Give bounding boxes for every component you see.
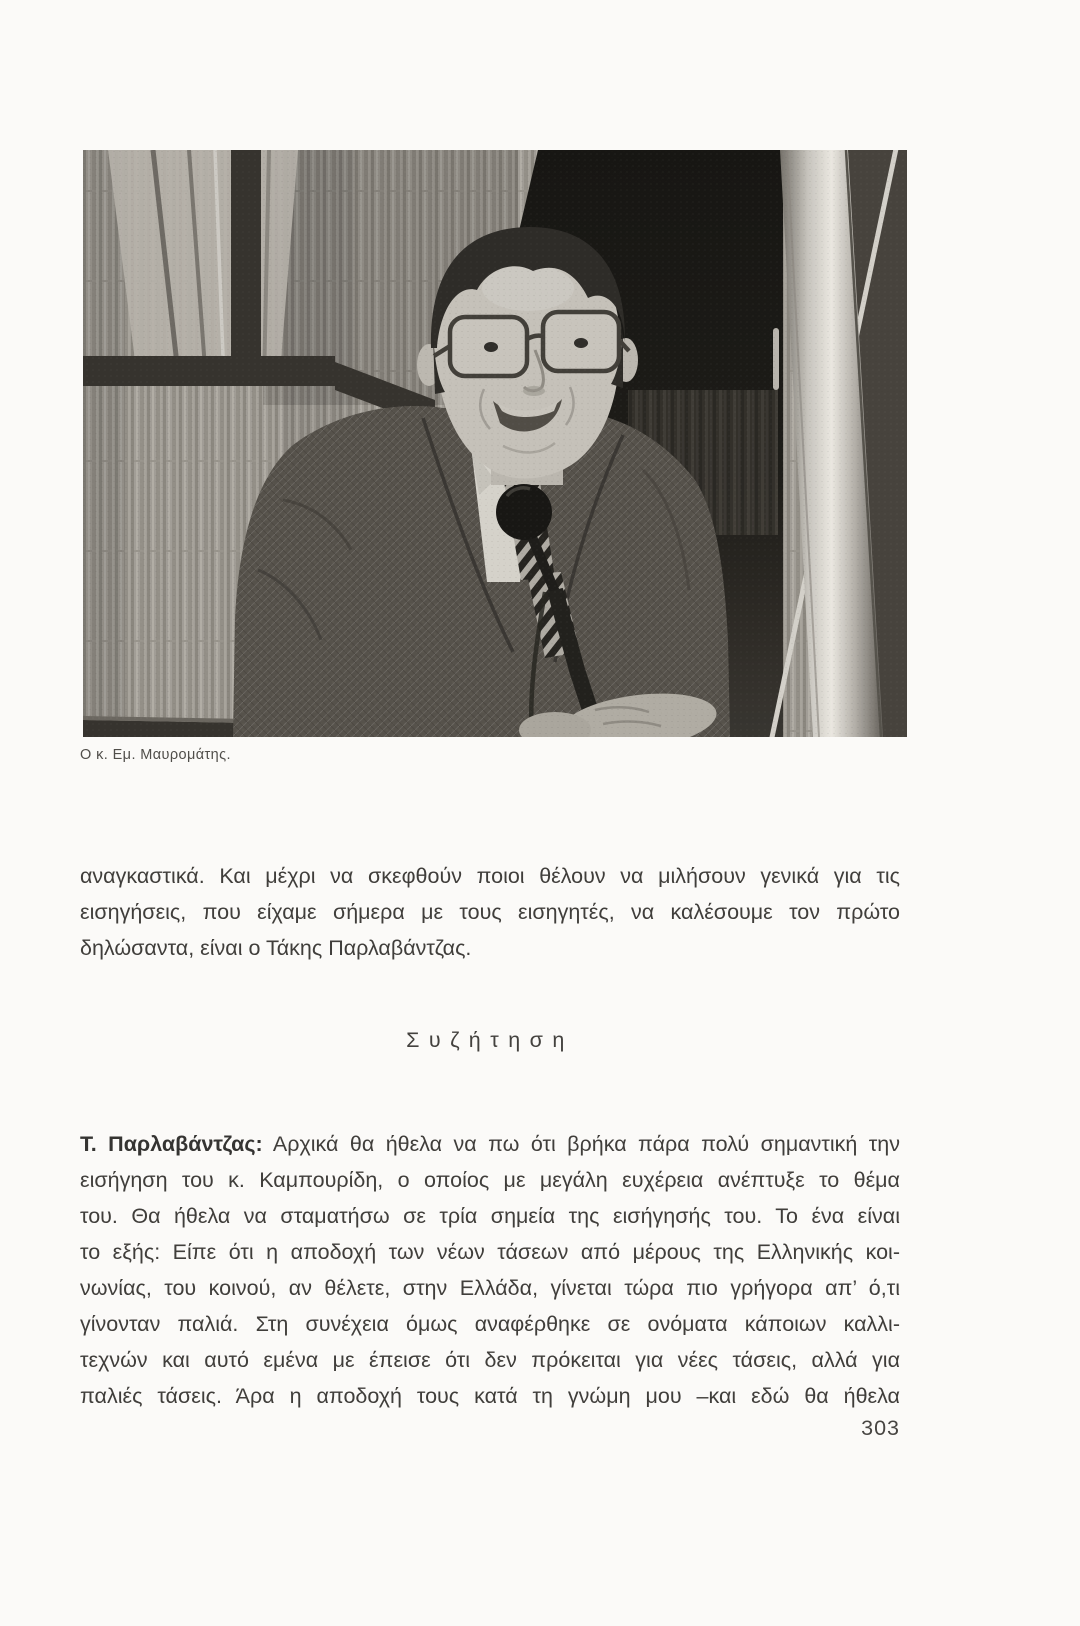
photo-svg bbox=[83, 150, 907, 737]
text-line: τεχνών και αυτό εμένα με έπεισε ότι δεν πρόκειται για νέες τάσεις, αλλά για bbox=[80, 1348, 900, 1372]
text-line: γίνονταν παλιά. Στη συνέχεια όμως αναφέρθηκε σε ονόματα κάποιων καλλι- bbox=[80, 1312, 900, 1336]
discussion-paragraph bbox=[80, 1126, 900, 1414]
text-line: αναγκαστικά. Και μέχρι να σκεφθούν ποιοι θέλουν να μιλήσουν γενικά για τις bbox=[80, 864, 900, 888]
discussion-first-line-rest: Αρχικά θα ήθελα να πω ότι βρήκα πάρα πολύ σημαντική την bbox=[262, 1132, 900, 1156]
discussion-first-line bbox=[80, 1126, 900, 1162]
text-line: παλιές τάσεις. Άρα η αποδοχή τους κατά τη γνώμη μου –και εδώ θα ήθελα bbox=[80, 1384, 900, 1408]
photo-caption: Ο κ. Εμ. Μαυρομάτης. bbox=[80, 747, 231, 763]
text-line: εισηγήσεις, που είχαμε σήμερα με τους εισηγητές, να καλέσουμε τον πρώτο bbox=[80, 900, 900, 924]
text-line: το εξής: Είπε ότι η αποδοχή των νέων τάσεων από μέρους της Ελληνικής κοι- bbox=[80, 1240, 900, 1264]
text-line: του. Θα ήθελα να σταματήσω σε τρία σημεία της εισήγησής του. Το ένα είναι bbox=[80, 1204, 900, 1228]
text-line: εισήγηση του κ. Καμπουρίδη, ο οποίος με μεγάλη ευχέρεια ανέπτυξε το θέμα bbox=[80, 1168, 900, 1192]
page-number: 303 bbox=[861, 1416, 900, 1440]
text-line: νωνίας, του κοινού, αν θέλετε, στην Ελλάδα, γίνεται τώρα πιο γρήγορα απ’ ό,τι bbox=[80, 1276, 900, 1300]
film-grain bbox=[83, 150, 907, 737]
text-line: δηλώσαντα, είναι ο Τάκης Παρλαβάντζας. bbox=[80, 936, 472, 960]
discussion-remaining-lines bbox=[80, 1162, 900, 1414]
intro-paragraph bbox=[80, 858, 900, 966]
photo-figure bbox=[83, 150, 907, 737]
speaker-name: Τ. Παρλαβάντζας: bbox=[80, 1132, 263, 1156]
section-heading: Συζήτηση bbox=[406, 1028, 574, 1052]
